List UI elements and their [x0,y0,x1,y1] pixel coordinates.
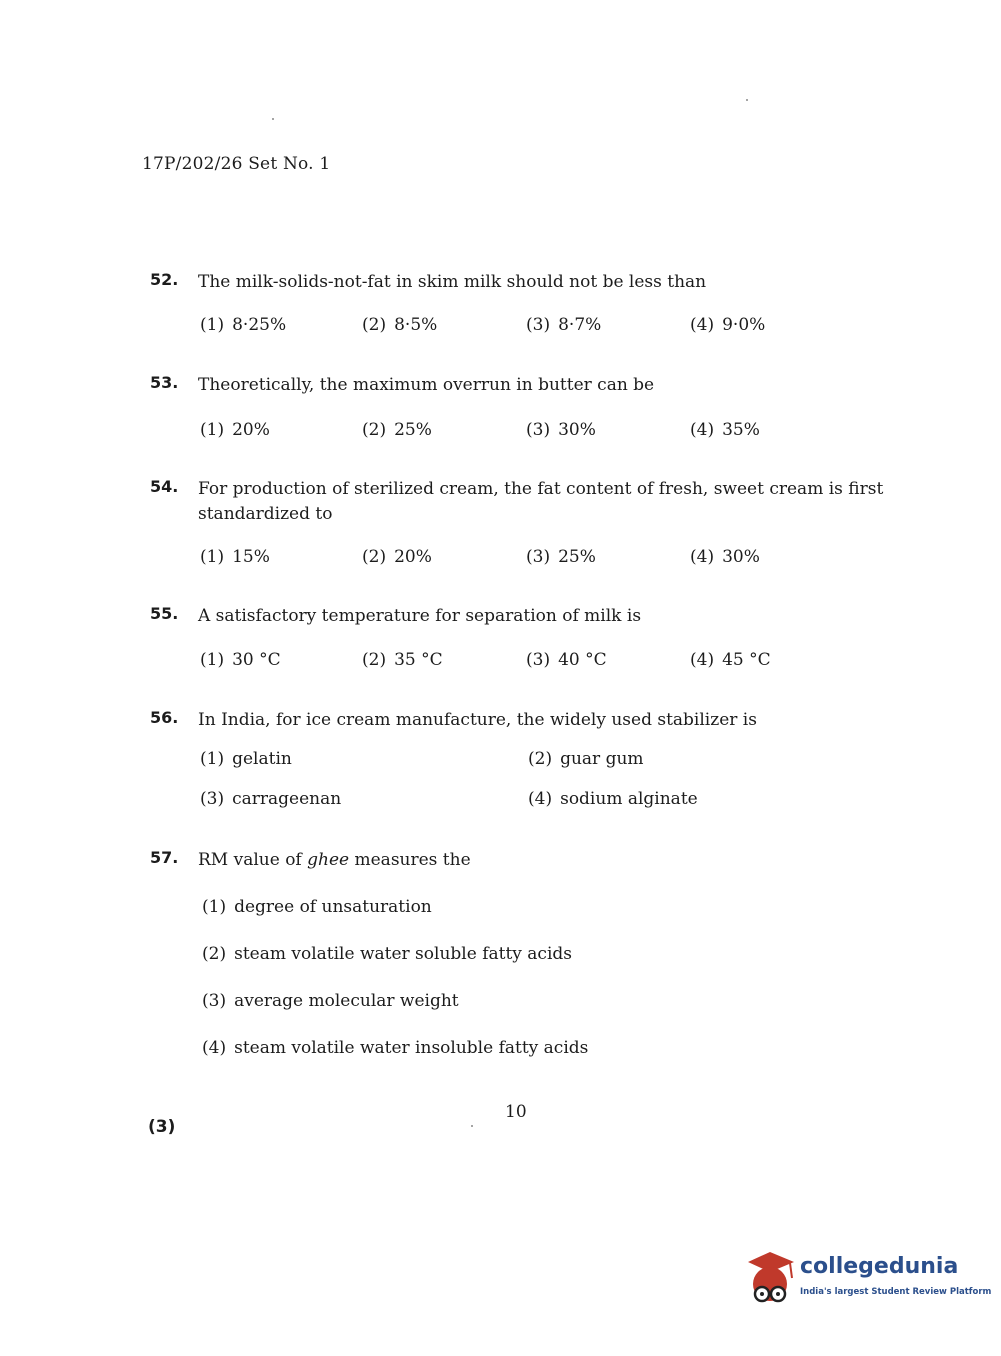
question-55 [150,604,890,678]
scan-speck [746,99,748,101]
option-1: (1) 8·25% [200,315,287,335]
question-text: RM value of ghee measures the [198,850,471,870]
option-2: (2) guar gum [528,749,644,769]
question-number: 56. [150,708,179,727]
question-number: 54. [150,477,179,496]
option-3: (3) 30% [526,420,596,440]
scan-speck [272,118,274,120]
options-row [200,650,890,678]
options-row [200,749,890,789]
option-2: (2) steam volatile water soluble fatty acids [202,944,572,964]
option-1: (1) 15% [200,547,270,567]
question-number: 53. [150,373,179,392]
question-number: 55. [150,604,179,623]
collegedunia-logo[interactable] [742,1250,992,1310]
question-text: The milk-solids-not-fat in skim milk should not be less than [198,272,707,292]
question-57 [150,848,890,1085]
option-3: (3) 25% [526,547,596,567]
option-1: (1) gelatin [200,749,292,769]
option-4: (4) steam volatile water insoluble fatty acids [202,1038,589,1058]
question-number: 57. [150,848,179,867]
options-row [200,547,890,575]
question-56 [150,708,890,829]
option-2: (2) 20% [362,547,432,567]
option-2: (2) 8·5% [362,315,438,335]
options-row [200,420,890,448]
question-text: For production of sterilized cream, the fat content of fresh, sweet cream is first standardized to [198,479,884,524]
option-3: (3) 40 °C [526,650,607,670]
option-4: (4) 45 °C [690,650,771,670]
option-1: (1) 30 °C [200,650,281,670]
question-number: 52. [150,270,179,289]
options-list [202,897,890,1085]
footer-code: (3) [148,1117,176,1137]
option-4: (4) 9·0% [690,315,766,335]
options-row [200,789,890,829]
question-text: Theoretically, the maximum overrun in butter can be [198,375,655,395]
option-2: (2) 25% [362,420,432,440]
option-4: (4) 35% [690,420,760,440]
option-4: (4) 30% [690,547,760,567]
option-1: (1) 20% [200,420,270,440]
question-53 [150,373,890,448]
option-4: (4) sodium alginate [528,789,698,809]
option-3: (3) average molecular weight [202,991,459,1011]
option-3: (3) 8·7% [526,315,602,335]
option-1: (1) degree of unsaturation [202,897,432,917]
question-54 [150,477,890,575]
page-number: 10 [505,1102,527,1122]
question-52 [150,270,890,343]
options-row [200,315,890,343]
paper-code: 17P/202/26 Set No. 1 [142,154,331,174]
logo-wordmark: collegedunia [800,1254,959,1279]
option-2: (2) 35 °C [362,650,443,670]
question-text: A satisfactory temperature for separation of milk is [198,606,642,626]
question-text: In India, for ice cream manufacture, the widely used stabilizer is [198,710,757,730]
scan-speck [471,1125,473,1127]
logo-tagline: India's largest Student Review Platform [800,1287,992,1297]
mascot-icon [742,1250,798,1310]
option-3: (3) carrageenan [200,789,342,809]
